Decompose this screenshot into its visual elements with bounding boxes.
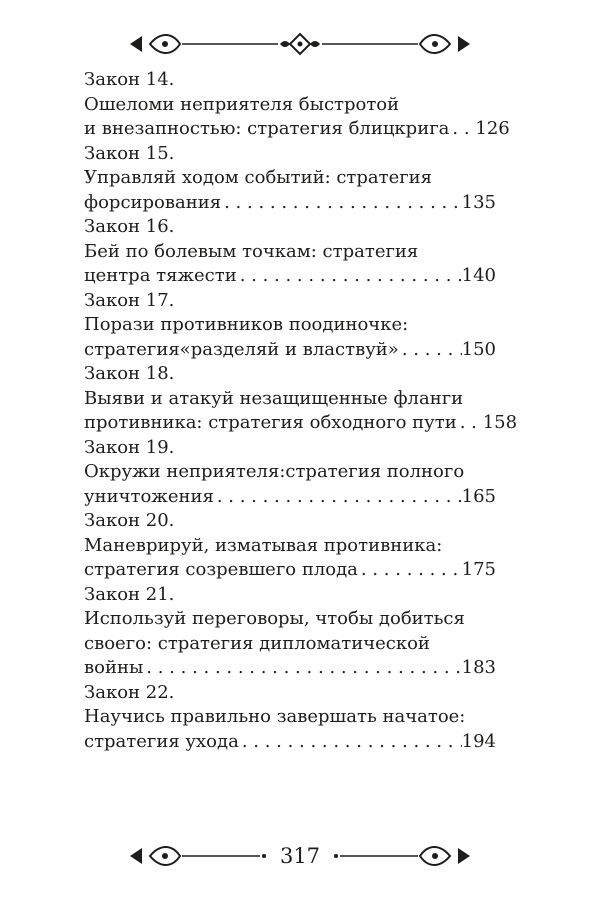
toc-entry[interactable] — [84, 289, 496, 363]
toc-entry[interactable] — [84, 583, 496, 681]
dot-leader — [237, 264, 462, 289]
toc-entry-last-line — [84, 485, 496, 510]
toc-page-number: 183 — [461, 657, 496, 678]
toc-entry-label: Закон 18. — [84, 363, 175, 384]
dot-leader — [457, 411, 483, 436]
toc-page-number: 126 — [475, 118, 510, 139]
toc-entry-last-line — [84, 191, 496, 216]
dot-leader — [239, 730, 462, 755]
page-number: 317 — [270, 844, 330, 868]
toc-entry-title-line: Выяви и атакуй незащищенные фланги — [84, 387, 464, 409]
toc-entry-last-line — [84, 411, 518, 436]
toc-entry-title-line: Ошеломи неприятеля быстротой — [84, 93, 400, 115]
toc-page-number: 140 — [461, 265, 496, 286]
toc-entry-title-line: и внезапностью: стратегия блицкрига — [84, 118, 450, 139]
toc-entry[interactable] — [84, 362, 518, 436]
toc-entry-label: Закон 14. — [84, 69, 175, 90]
toc-entry-last-line — [84, 264, 496, 289]
toc-entry-label: Закон 17. — [84, 289, 175, 311]
toc-page-number: 175 — [461, 559, 496, 580]
dot-leader — [399, 338, 462, 363]
toc-entry[interactable] — [84, 681, 496, 755]
toc-entry-title-line: Маневрируй, изматывая противника: — [84, 534, 443, 556]
toc-entry-last-line — [84, 656, 496, 681]
toc-entry-label: Закон 19. — [84, 436, 175, 458]
toc-entry-label: Закон 21. — [84, 583, 175, 605]
toc-entry-title-line: форсирования — [84, 191, 222, 213]
toc-page-number: 158 — [482, 412, 518, 433]
toc-entry-title-line: Управляй ходом событий: стратегия — [84, 167, 433, 188]
toc-entry-title-line: своего: стратегия дипломатической — [84, 632, 430, 654]
dot-leader — [221, 191, 462, 216]
dot-leader — [449, 117, 475, 142]
toc-entry[interactable] — [84, 509, 496, 583]
dot-leader — [358, 558, 462, 583]
toc-page-number: 150 — [461, 338, 496, 360]
toc-entry-title-line: стратегия созревшего плода — [84, 559, 358, 580]
toc-entry-title-line: Научись правильно завершать начатое: — [84, 706, 466, 727]
toc-entry-label: Закон 20. — [84, 510, 175, 531]
toc-page-number: 194 — [461, 730, 496, 752]
toc-entry-title-line: противника: стратегия обходного пути — [84, 412, 457, 433]
toc-entry-title-line: стратегия ухода — [84, 730, 239, 752]
toc-entry-label: Закон 16. — [84, 216, 175, 237]
toc-entry[interactable] — [84, 68, 510, 142]
toc-entry-title-line: уничтожения — [84, 485, 214, 507]
toc-entry-label: Закон 15. — [84, 142, 175, 164]
table-of-contents — [84, 68, 518, 754]
toc-entry-title-line: Используй переговоры, чтобы добиться — [84, 608, 465, 629]
toc-page-number: 165 — [461, 485, 496, 507]
toc-entry-title-line: центра тяжести — [84, 265, 237, 286]
toc-entry-label: Закон 22. — [84, 681, 175, 703]
toc-entry-last-line — [84, 117, 510, 142]
ornament-divider-icon — [120, 24, 480, 64]
toc-entry-last-line — [84, 730, 496, 755]
top-ornament — [120, 24, 480, 64]
toc-entry[interactable] — [84, 142, 496, 216]
toc-entry[interactable] — [84, 215, 496, 289]
toc-entry[interactable] — [84, 436, 496, 510]
toc-entry-title-line: Бей по болевым точкам: стратегия — [84, 240, 419, 262]
toc-entry-title-line: стратегия«разделяй и властвуй» — [84, 338, 399, 360]
toc-entry-last-line — [84, 338, 496, 363]
toc-entry-title-line: войны — [84, 657, 144, 678]
toc-entry-last-line — [84, 558, 496, 583]
toc-page-number: 135 — [461, 191, 496, 213]
page-number-footer — [0, 844, 600, 868]
dot-leader — [143, 656, 461, 681]
toc-entry-title-line: Порази противников поодиночке: — [84, 314, 409, 335]
dot-leader — [214, 485, 462, 510]
toc-entry-title-line: Окружи неприятеля:стратегия полного — [84, 461, 465, 482]
